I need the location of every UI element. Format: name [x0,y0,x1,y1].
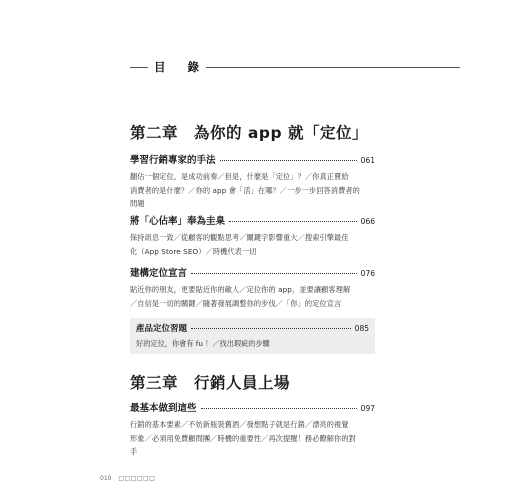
desc-line: 手 [130,447,138,456]
entry-title: 最基本做到這些 [130,403,197,414]
chapter-3-title: 第三章 行銷人員上場 [130,374,291,392]
desc-line: 消費者的是什麼？／你的 app 會「活」在哪？／一步一步回答消費者的 [130,185,360,195]
dot-leader [191,273,357,274]
exercise-description: 好的定位，你會有 fu ！／找出瑕疵的步驟 [136,339,270,348]
page-footer [100,475,155,482]
desc-line: 形象／必須用免費顧問團／時機的重要性／再次提醒！務必瞭解你的對 [130,433,356,443]
entry-description [130,170,375,211]
desc-line: 保持訊息一致／從顧客的觀點思考／關鍵字影響重大／搜索引擎最佳 [130,233,349,242]
header-rule-right [206,67,460,68]
entry-description [130,231,375,258]
entry-page-number: 066 [360,217,375,226]
entry-page-number: 061 [360,156,375,165]
toc-entry [130,400,375,459]
desc-line: 化（App Store SEO）／時機代表一切 [130,246,257,256]
toc-entry [130,152,375,211]
entry-title: 將「心佔率」奉為圭臬 [130,216,226,227]
desc-line: ／自信是一切的關鍵／隨著發展調整你的步伐／「你」的定位宣言 [130,298,342,308]
footer-page-number: 010 [100,475,112,482]
entry-title: 建構定位宣言 [130,268,188,279]
header-rule-left [130,67,148,68]
toc-title: 目 錄 [154,60,209,74]
entry-description [130,418,375,459]
toc-header [130,58,460,76]
entry-page-number: 097 [360,404,375,413]
toc-entry [130,265,375,310]
entry-title: 學習行銷專家的手法 [130,155,216,166]
dot-leader [220,160,357,161]
entry-page-number: 076 [360,269,375,278]
desc-line: 問題 [130,199,145,208]
dot-leader [201,408,357,409]
dot-leader [229,221,357,222]
dot-leader [191,328,351,329]
desc-line: 貼近你的朋友，更要貼近你的敵人／定位你的 app，並要讓顧客理解 [130,285,351,294]
entry-description [130,283,375,310]
exercise-box [130,318,375,354]
footer-running-title: □□□□□□ [118,475,156,482]
chapter-2-title: 第二章 為你的 app 就「定位」 [130,124,368,142]
desc-line: 行銷的基本要素／不妨新瓶裝舊酒／發想點子就是行銷／漂亮的視覺 [130,420,349,429]
desc-line: 翻佔一個定位，是成功前奏／但是，什麼是「定位」？／你真正賣給 [130,172,349,181]
toc-entry [130,213,375,258]
exercise-page-number: 085 [354,324,369,333]
exercise-title: 產品定位習題 [136,324,188,334]
